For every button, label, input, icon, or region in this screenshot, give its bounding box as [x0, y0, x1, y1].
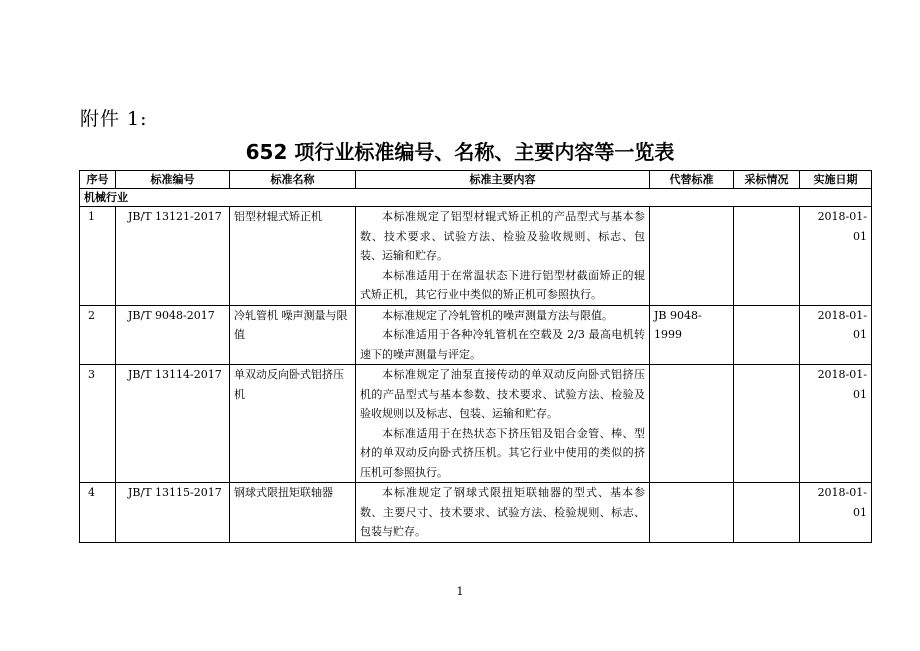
row-code: JB/T 13114-2017 [116, 365, 230, 483]
row-replaces [650, 483, 734, 543]
row-date: 2018-01-01 [800, 305, 872, 365]
row-content [356, 365, 650, 483]
row-code: JB/T 13121-2017 [116, 207, 230, 306]
content-paragraph: 本标准规定了油泵直接传动的单双动反向卧式铝挤压机的产品型式与基本参数、技术要求、试验方法、检验及验收规则以及标志、包装、运输和贮存。 [360, 368, 645, 420]
document-title: 652 项行业标准编号、名称、主要内容等一览表 [245, 140, 675, 164]
header-replaces: 代替标准 [650, 171, 734, 189]
row-name: 铝型材辊式矫正机 [230, 207, 356, 306]
row-no: 4 [80, 483, 116, 543]
row-replaces [650, 365, 734, 483]
content-paragraph: 本标准适用于在常温状态下进行铝型材截面矫正的辊式矫正机，其它行业中类似的矫正机可参照执行。 [360, 268, 645, 301]
page-number: 1 [456, 585, 464, 598]
content-paragraph: 本标准规定了铝型材辊式矫正机的产品型式与基本参数、技术要求、试验方法、检验及验收规则、标志、包装、运输和贮存。 [360, 210, 645, 262]
header-no: 序号 [80, 171, 116, 189]
header-code: 标准编号 [116, 171, 230, 189]
section-row [80, 189, 872, 207]
row-no: 2 [80, 305, 116, 365]
content-paragraph: 本标准规定了冷轧管机的噪声测量方法与限值。 [382, 308, 613, 322]
content-paragraph: 本标准规定了钢球式限扭矩联轴器的型式、基本参数、主要尺寸、技术要求、试验方法、检验规则、标志、包装与贮存。 [360, 486, 645, 538]
section-label: 机械行业 [80, 189, 872, 207]
row-adoption [734, 483, 800, 543]
content-paragraph: 本标准适用于在热状态下挤压铝及铝合金管、棒、型材的单双动反向卧式挤压机。其它行业中使用的类似的挤压机可参照执行。 [360, 426, 645, 479]
row-no: 1 [80, 207, 116, 306]
row-code: JB/T 9048-2017 [116, 305, 230, 365]
row-adoption [734, 365, 800, 483]
row-content [356, 483, 650, 543]
table-row [80, 207, 872, 306]
row-adoption [734, 207, 800, 306]
table-header-row [80, 171, 872, 189]
row-date: 2018-01-01 [800, 207, 872, 306]
row-content [356, 207, 650, 306]
row-name: 冷轧管机 噪声测量与限值 [230, 305, 356, 365]
header-date: 实施日期 [800, 171, 872, 189]
row-name: 单双动反向卧式铝挤压机 [230, 365, 356, 483]
row-name: 钢球式限扭矩联轴器 [230, 483, 356, 543]
row-adoption [734, 305, 800, 365]
table-row [80, 305, 872, 365]
row-no: 3 [80, 365, 116, 483]
row-date: 2018-01-01 [800, 365, 872, 483]
row-code: JB/T 13115-2017 [116, 483, 230, 543]
row-replaces [650, 207, 734, 306]
attachment-label: 附件 1: [80, 108, 148, 130]
table-row [80, 365, 872, 483]
header-adoption: 采标情况 [734, 171, 800, 189]
header-name: 标准名称 [230, 171, 356, 189]
content-paragraph: 本标准适用于各种冷轧管机在空载及 2/3 最高电机转速下的噪声测量与评定。 [360, 328, 645, 361]
row-replaces: JB 9048-1999 [650, 305, 734, 365]
row-content [356, 305, 650, 365]
row-date: 2018-01-01 [800, 483, 872, 543]
standards-table [79, 170, 872, 543]
header-content: 标准主要内容 [356, 171, 650, 189]
table-row [80, 483, 872, 543]
